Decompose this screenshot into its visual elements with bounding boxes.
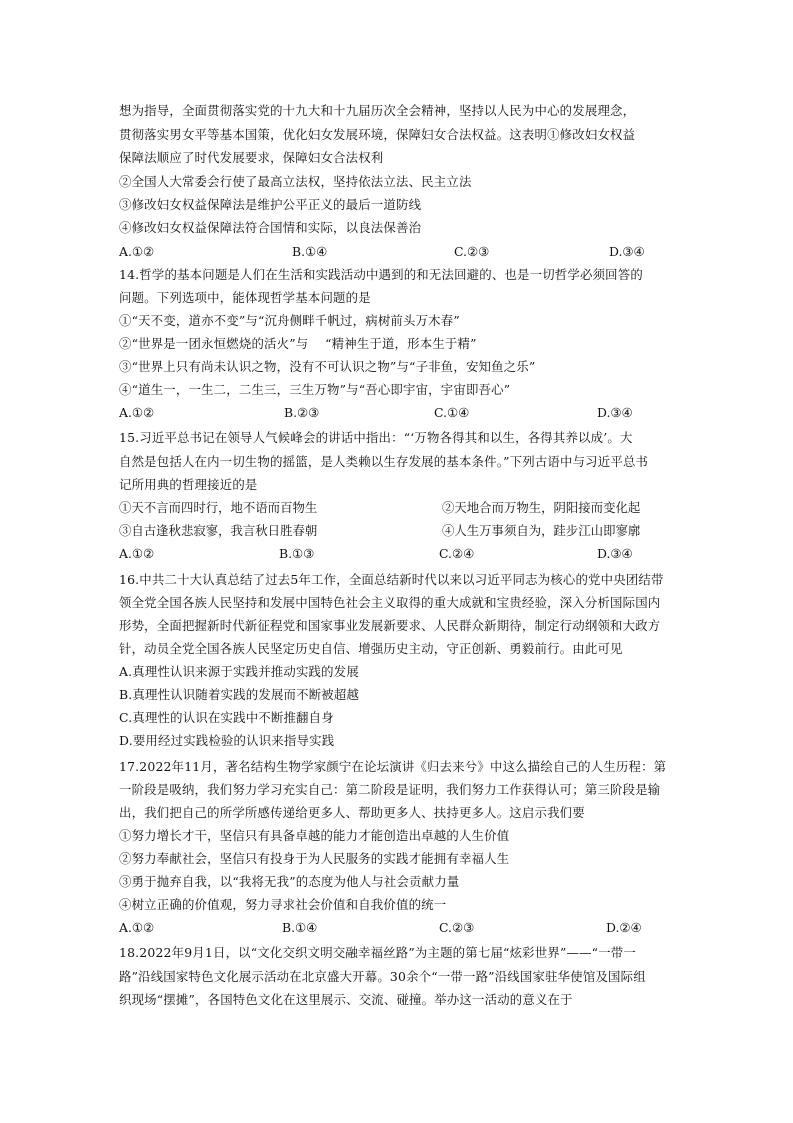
- q16-option-a: A.真理性认识来源于实践并推动实践的发展: [119, 664, 359, 679]
- q16-stem-line-4: 针，动员全党全国各族人民坚定历史自信、增强历史主动，守正创新、勇毅前行。由此可见: [119, 641, 623, 656]
- q17-stem-line-1: 17.2022年11月，著名结构生物学家颜宁在论坛演讲《归去来兮》中这么描绘自己的人生历程：第: [119, 759, 667, 774]
- q15-item-3: ③自古逢秋悲寂寥，我言秋日胜春朝: [119, 523, 318, 538]
- q17-options: [119, 920, 679, 936]
- q17-stem-line-2: 一阶段是吸纳，我们努力学习充实自己：第二阶段是证明，我们努力工作获得认可；第三阶段是输: [119, 782, 661, 797]
- q13-option-d: D.③④: [609, 244, 645, 259]
- q18-stem-line-3: 织现场“摆摊”，各国特色文化在这里展示、交流、碰撞。举办这一活动的意义在于: [119, 992, 573, 1007]
- q16-option-c: C.真理性的认识在实践中不断推翻自身: [119, 710, 334, 725]
- q15-stem-line-3: 记所用典的哲理接近的是: [119, 477, 258, 492]
- q17-option-a: A.①②: [119, 920, 155, 935]
- q14-option-b: B.②③: [284, 405, 320, 420]
- q14-options: [119, 405, 679, 421]
- q14-stem-line-2: 问题。下列选项中，能体现哲学基本问题的是: [119, 290, 371, 305]
- q13-option-c: C.②③: [454, 244, 490, 259]
- q15-options: [119, 546, 679, 562]
- q15-stem-line-1: 15.习近平总书记在领导人气候峰会的讲话中指出：“‘万物各得其和以生，各得其养以成’。大: [119, 430, 633, 445]
- q17-item-4: ④树立正确的价值观，努力寻求社会价值和自我价值的统一: [119, 897, 447, 912]
- q18-stem-line-2: 路”沿线国家特色文化展示活动在北京盛大开幕。30余个“一带一路”沿线国家驻华使馆及国际组: [119, 969, 646, 984]
- q16-stem-line-1: 16.中共二十大认真总结了过去5年工作，全面总结新时代以来以习近平同志为核心的党中央团结带: [119, 572, 664, 587]
- q13-line-3: 保障法顺应了时代发展要求，保障妇女合法权利: [119, 150, 384, 165]
- q16-stem-line-3: 形势，全面把握新时代新征程党和国家事业发展新要求、人民群众新期待，制定行动纲领和大政方: [119, 618, 661, 633]
- q15-stem-line-2: 自然是包括人在内一切生物的摇篮，是人类赖以生存发展的基本条件。”下列古语中与习近平总书: [119, 454, 649, 469]
- q15-item-1: ①天不言而四时行，地不语而百物生: [119, 500, 318, 515]
- q14-item-2: ②“世界是一团永恒燃烧的活火”与 “精神生于道，形本生于精”: [119, 336, 477, 351]
- q13-line-6: ④修改妇女权益保障法符合国情和实际，以良法保善治: [119, 220, 422, 235]
- q14-item-3: ③“世界上只有尚未认识之物，没有不可认识之物”与“子非鱼，安知鱼之乐”: [119, 359, 536, 374]
- q13-options: [119, 244, 679, 260]
- q16-stem-line-2: 领全党全国各族人民坚持和发展中国特色社会主义取得的重大成就和宝贵经验，深入分析国际国内: [119, 595, 661, 610]
- q13-line-1: 想为指导，全面贯彻落实党的十九大和十九届历次全会精神，坚持以人民为中心的发展理念，: [119, 103, 636, 118]
- q17-stem-line-3: 出，我们把自己的所学所感传递给更多人、帮助更多人、扶持更多人。这启示我们要: [119, 805, 585, 820]
- q13-option-a: A.①②: [119, 244, 155, 259]
- q16-option-b: B.真理性认识随着实践的发展而不断被超越: [119, 687, 360, 702]
- q15-option-c: C.②④: [439, 546, 475, 561]
- q17-option-d: D.②④: [606, 920, 642, 935]
- q15-item-4: ④人生万事须自为，跬步江山即寥廓: [442, 523, 641, 538]
- q14-option-a: A.①②: [119, 405, 155, 420]
- q14-item-1: ①“天不变，道亦不变”与“沉舟侧畔千帆过，病树前头万木春”: [119, 313, 460, 328]
- q17-item-3: ③勇于抛弃自我，以“我将无我”的态度为他人与社会贡献力量: [119, 874, 460, 889]
- q15-option-a: A.①②: [119, 546, 155, 561]
- q13-line-5: ③修改妇女权益保障法是维护公平正义的最后一道防线: [119, 197, 422, 212]
- q14-option-d: D.③④: [597, 405, 633, 420]
- q18-stem-line-1: 18.2022年9月1日，以“文化交织文明交融幸福丝路”为主题的第七届“炫彩世界”——“一带一: [119, 945, 636, 960]
- q15-item-2: ②天地合而万物生，阴阳接而变化起: [442, 500, 641, 515]
- q15-items-row-1: [119, 500, 679, 516]
- q14-stem-line-1: 14.哲学的基本问题是人们在生活和实践活动中遇到的和无法回避的、也是一切哲学必须回答的: [119, 267, 643, 282]
- q15-items-row-2: [119, 523, 679, 539]
- q13-line-4: ②全国人大常委会行使了最高立法权，坚持依法立法、民主立法: [119, 174, 472, 189]
- q13-option-b: B.①④: [292, 244, 328, 259]
- q16-option-d: D.要用经过实践检验的认识来指导实践: [119, 733, 335, 748]
- q15-option-d: D.③④: [597, 546, 633, 561]
- q14-option-c: C.①④: [434, 405, 470, 420]
- q17-item-1: ①努力增长才干，坚信只有具备卓越的能力才能创造出卓越的人生价值: [119, 828, 510, 843]
- q14-item-4: ④“道生一，一生二，二生三，三生万物”与“吾心即宇宙，宇宙即吾心”: [119, 382, 511, 397]
- q17-item-2: ②努力奉献社会，坚信只有投身于为人民服务的实践才能拥有幸福人生: [119, 851, 510, 866]
- q13-line-2: 贯彻落实男女平等基本国策，优化妇女发展环境，保障妇女合法权益。这表明①修改妇女权益: [119, 127, 636, 142]
- q15-option-b: B.①③: [279, 546, 315, 561]
- q17-option-b: B.①④: [282, 920, 318, 935]
- q17-option-c: C.②③: [439, 920, 475, 935]
